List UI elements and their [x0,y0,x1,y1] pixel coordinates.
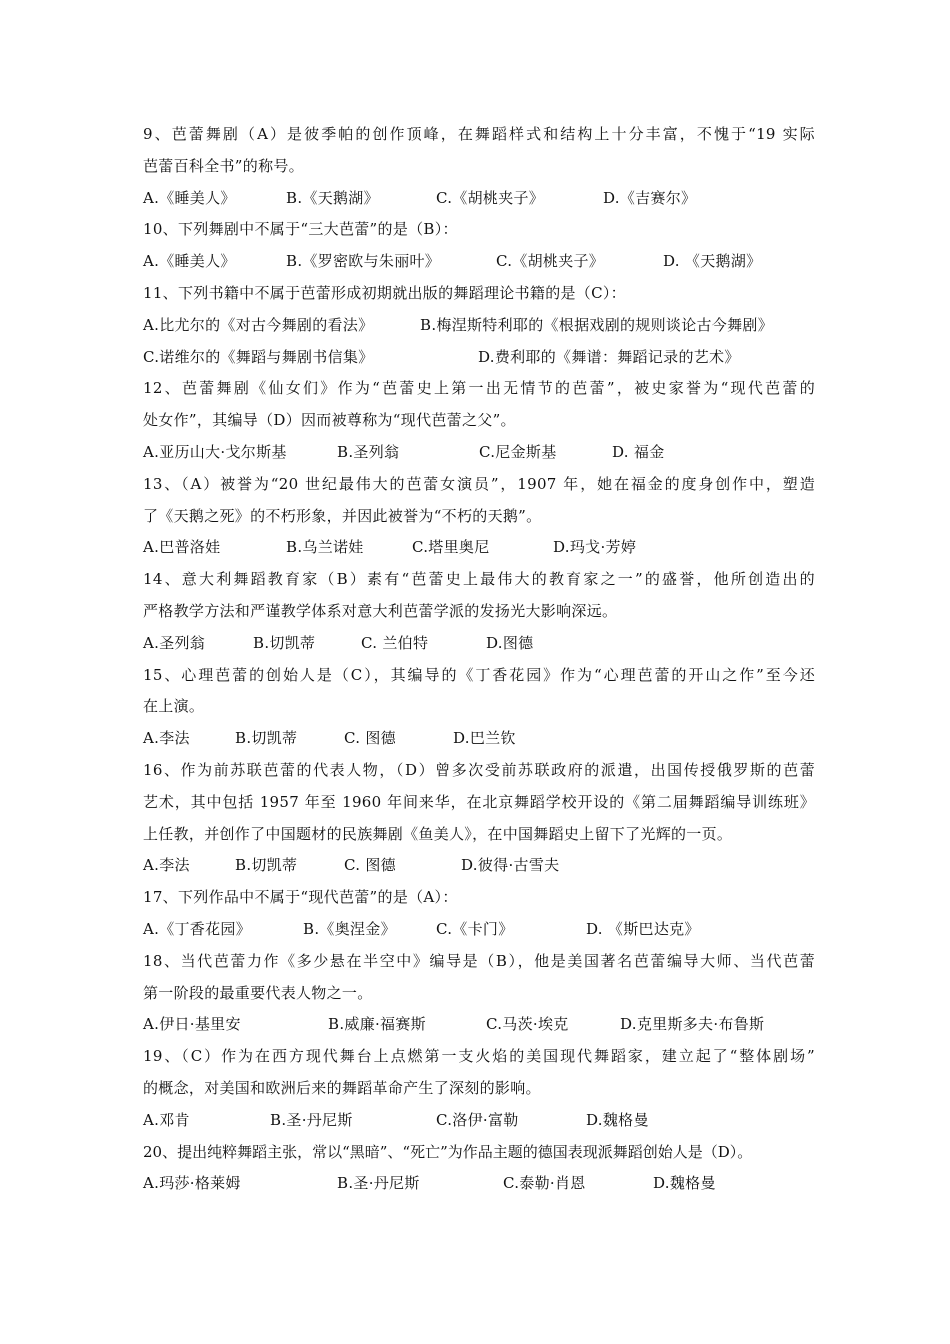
question-20 [143,1137,815,1201]
option-b: B.切凯蒂 [253,633,316,652]
option-d: D.魏格曼 [586,1110,649,1129]
option-d: D. 《斯巴达克》 [586,919,700,938]
option-a: A.邓肯 [143,1110,190,1129]
option-c: C.尼金斯基 [479,442,557,461]
option-b: B.《罗密欧与朱丽叶》 [286,252,441,271]
option-d: D.玛戈·芳婷 [553,538,637,557]
option-c: C.《卡门》 [436,919,514,938]
option-b: B.切凯蒂 [235,729,298,748]
option-a: A.比尤尔的《对古今舞剧的看法》 [143,315,374,334]
option-a: A.《睡美人》 [143,188,236,207]
option-a: A.圣列翁 [143,633,206,652]
question-19 [143,1041,815,1136]
question-10 [143,214,815,278]
option-d: D.魏格曼 [653,1174,716,1193]
question-15 [143,660,815,755]
option-c: C.马茨·埃克 [486,1015,569,1034]
question-stem-line: 12、芭蕾舞剧《仙女们》作为“芭蕾史上第一出无情节的芭蕾”，被史家誉为“现代芭蕾的 [143,379,815,398]
option-row [143,914,815,946]
option-a: A.《睡美人》 [143,252,236,271]
question-stem-line: 9、芭蕾舞剧（A）是彼季帕的创作顶峰，在舞蹈样式和结构上十分丰富，不愧于“19 实际 [143,125,815,143]
option-c: C.洛伊·富勒 [436,1110,519,1129]
option-b: B.《奥涅金》 [303,919,396,938]
option-a: A.李法 [143,856,190,875]
question-stem-line: 艺术，其中包括 1957 年至 1960 年间来华，在北京舞蹈学校开设的《第二届舞蹈编导训练班》 [143,792,815,811]
option-c: C.泰勒·肖恩 [503,1174,586,1193]
question-17 [143,882,815,946]
question-18 [143,946,815,1041]
option-row [143,183,815,215]
option-row [143,628,815,660]
option-b: B.圣列翁 [337,442,400,461]
question-stem-line: 15、心理芭蕾的创始人是（C），其编导的《丁香花园》作为“心理芭蕾的开山之作”至今还 [143,665,815,684]
question-stem-line: 18、当代芭蕾力作《多少悬在半空中》编导是（B），他是美国著名芭蕾编导大师、当代芭蕾 [143,951,815,970]
option-c: C.诺维尔的《舞蹈与舞剧书信集》 [143,347,374,366]
question-stem-line: 13、（A）被誉为“20 世纪最伟大的芭蕾女演员”，1907 年，她在福金的度身创作中，塑造 [143,474,815,493]
option-row [143,342,815,374]
option-d: D.费利耶的《舞谱：舞蹈记录的艺术》 [478,347,740,366]
question-stem-line: 的概念，对美国和欧洲后来的舞蹈革命产生了深刻的影响。 [143,1078,541,1097]
question-stem-line: 了《天鹅之死》的不朽形象，并因此被誉为“不朽的天鹅”。 [143,506,542,525]
question-stem-line: 11、下列书籍中不属于芭蕾形成初期就出版的舞蹈理论书籍的是（C）： [143,283,626,302]
question-stem-line: 第一阶段的最重要代表人物之一。 [143,983,373,1002]
option-row [143,723,815,755]
option-row [143,1009,815,1041]
question-16 [143,755,815,882]
question-13 [143,469,815,564]
option-a: A.李法 [143,729,190,748]
option-b: B.圣·丹尼斯 [270,1110,353,1129]
option-row [143,310,815,342]
option-d: D.克里斯多夫·布鲁斯 [620,1015,765,1034]
option-row [143,1105,815,1137]
question-11 [143,278,815,373]
option-a: A.伊日·基里安 [143,1015,241,1034]
option-c: C.塔里奥尼 [412,538,490,557]
option-a: A.巴普洛娃 [143,538,221,557]
option-c: C. 图德 [344,729,396,748]
option-row [143,246,815,278]
option-c: C. 兰伯特 [361,633,429,652]
option-b: B.圣·丹尼斯 [337,1174,420,1193]
option-d: D. 《天鹅湖》 [663,252,762,271]
option-d: D.图德 [486,633,534,652]
option-row [143,1168,815,1200]
question-stem-line: 在上演。 [143,697,205,716]
option-c: C.《胡桃夹子》 [436,188,545,207]
option-c: C. 图德 [344,856,396,875]
option-d: D.彼得·古雪夫 [461,856,560,875]
question-stem-line: 20、提出纯粹舞蹈主张，常以“黑暗”、“死亡”为作品主题的德国表现派舞蹈创始人是（D）。 [143,1142,753,1161]
option-d: D.巴兰钦 [453,729,516,748]
question-stem-line: 严格教学方法和严谨教学体系对意大利芭蕾学派的发扬光大影响深远。 [143,601,618,620]
question-stem-line: 芭蕾百科全书”的称号。 [143,156,304,175]
option-row [143,437,815,469]
document-page [143,119,815,1200]
option-row [143,850,815,882]
question-stem-line: 上任教，并创作了中国题材的民族舞剧《鱼美人》，在中国舞蹈史上留下了光辉的一页。 [143,824,733,843]
question-12 [143,373,815,468]
question-stem-line: 10、下列舞剧中不属于“三大芭蕾”的是（B）： [143,220,458,239]
question-stem-line: 17、下列作品中不属于“现代芭蕾”的是（A）： [143,888,458,907]
option-c: C.《胡桃夹子》 [496,252,605,271]
question-9 [143,119,815,214]
option-b: B.梅涅斯特利耶的《根据戏剧的规则谈论古今舞剧》 [420,315,773,334]
option-d: D.《吉赛尔》 [603,188,697,207]
option-b: B.威廉·福赛斯 [328,1015,426,1034]
question-14 [143,564,815,659]
option-a: A.亚历山大·戈尔斯基 [143,442,287,461]
question-stem-line: 19、（C）作为在西方现代舞台上点燃第一支火焰的美国现代舞蹈家，建立起了“整体剧场” [143,1047,815,1066]
option-a: A.《丁香花园》 [143,919,252,938]
question-stem-line: 16、作为前苏联芭蕾的代表人物，（D）曾多次受前苏联政府的派遣，出国传授俄罗斯的芭蕾 [143,760,815,779]
option-b: B.乌兰诺娃 [286,538,364,557]
option-d: D. 福金 [612,442,665,461]
question-stem-line: 处女作”，其编导（D）因而被尊称为“现代芭蕾之父”。 [143,411,516,430]
option-b: B.《天鹅湖》 [286,188,379,207]
option-a: A.玛莎·格莱姆 [143,1174,241,1193]
option-row [143,532,815,564]
option-b: B.切凯蒂 [235,856,298,875]
question-stem-line: 14、意大利舞蹈教育家（B）素有“芭蕾史上最伟大的教育家之一”的盛誉，他所创造出的 [143,570,815,589]
